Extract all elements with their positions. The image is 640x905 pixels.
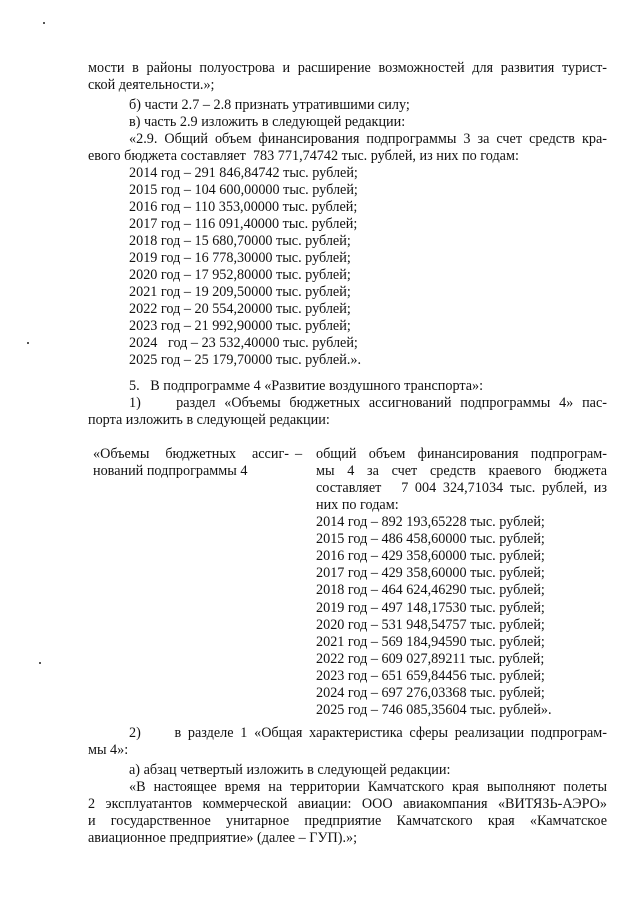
table-left-cell-line: нований подпрограммы 4 bbox=[93, 463, 248, 479]
text-line: 5. В подпрограмме 4 «Развитие воздушного транспорта»: bbox=[129, 378, 484, 394]
text-line: в) часть 2.9 изложить в следующей редакции: bbox=[129, 114, 406, 130]
subprogram4-year-line: 2024 год – 697 276,03368 тыс. рублей; bbox=[316, 685, 545, 701]
text-line: порта изложить в следующей редакции: bbox=[88, 412, 330, 428]
scan-speck bbox=[43, 22, 45, 24]
subprogram4-year-line: 2025 год – 746 085,35604 тыс. рублей». bbox=[316, 702, 552, 719]
subprogram4-year-line: 2017 год – 429 358,60000 тыс. рублей; bbox=[316, 565, 545, 582]
subprogram4-year-line: 2021 год – 569 184,94590 тыс. рублей; bbox=[316, 633, 545, 650]
text-line: авиационное предприятие» (далее – ГУП).»; bbox=[88, 830, 358, 846]
scan-speck bbox=[39, 662, 41, 664]
subprogram3-year-line: 2019 год – 16 778,30000 тыс. рублей; bbox=[129, 250, 351, 266]
subprogram3-year-line: 2017 год – 116 091,40000 тыс. рублей; bbox=[129, 216, 358, 232]
subprogram4-year-line: 2015 год – 486 458,60000 тыс. рублей; bbox=[316, 531, 545, 548]
subprogram4-year-line: 2014 год – 892 193,65228 тыс. рублей; bbox=[316, 514, 545, 530]
table-right-cell-line: общий объем финансирования подпрограм- bbox=[316, 446, 607, 462]
text-line: и государственное унитарное предприятие Камчатского края «Камчатское bbox=[88, 813, 607, 829]
subprogram3-year-line: 2020 год – 17 952,80000 тыс. рублей; bbox=[129, 267, 351, 283]
subprogram3-year-line: 2014 год – 291 846,84742 тыс. рублей; bbox=[129, 165, 358, 181]
subprogram3-year-line: 2015 год – 104 600,00000 тыс. рублей; bbox=[129, 182, 358, 198]
table-right-cell-line: мы 4 за счет средств краевого бюджета bbox=[316, 463, 607, 479]
text-line: мы 4»: bbox=[88, 742, 129, 758]
subprogram3-year-line: 2024 год – 23 532,40000 тыс. рублей; bbox=[129, 335, 358, 351]
table-right-cell-line: них по годам: bbox=[316, 497, 399, 513]
subprogram3-year-line: 2016 год – 110 353,00000 тыс. рублей; bbox=[129, 199, 358, 215]
subprogram3-year-line: 2023 год – 21 992,90000 тыс. рублей; bbox=[129, 318, 351, 334]
scan-speck bbox=[27, 342, 29, 344]
text-line: евого бюджета составляет 783 771,74742 тыс. рублей, из них по годам: bbox=[88, 148, 519, 164]
text-line: «В настоящее время на территории Камчатского края выполняют полеты bbox=[129, 779, 607, 795]
subprogram4-year-line: 2020 год – 531 948,54757 тыс. рублей; bbox=[316, 616, 545, 633]
subprogram3-year-line: 2018 год – 15 680,70000 тыс. рублей; bbox=[129, 233, 351, 249]
subprogram4-year-line: 2022 год – 609 027,89211 тыс. рублей; bbox=[316, 650, 545, 667]
table-dash: – bbox=[295, 446, 303, 462]
subprogram4-year-line: 2019 год – 497 148,17530 тыс. рублей; bbox=[316, 599, 545, 616]
text-line: 1) раздел «Объемы бюджетных ассигнований подпрограммы 4» пас- bbox=[129, 395, 607, 411]
subprogram4-year-line: 2016 год – 429 358,60000 тыс. рублей; bbox=[316, 548, 545, 565]
subprogram4-year-line: 2018 год – 464 624,46290 тыс. рублей; bbox=[316, 582, 545, 599]
table-right-cell-line: составляет 7 004 324,71034 тыс. рублей, из bbox=[316, 480, 607, 496]
text-line: а) абзац четвертый изложить в следующей редакции: bbox=[129, 762, 451, 778]
subprogram4-year-line: 2023 год – 651 659,84456 тыс. рублей; bbox=[316, 667, 545, 684]
table-left-cell-line: «Объемы бюджетных ассиг- bbox=[93, 446, 289, 462]
text-line: мости в районы полуострова и расширение возможностей для развития турист- bbox=[88, 60, 607, 76]
subprogram3-year-line: 2021 год – 19 209,50000 тыс. рублей; bbox=[129, 284, 351, 300]
text-line: б) части 2.7 – 2.8 признать утратившими силу; bbox=[129, 97, 410, 113]
subprogram3-year-line: 2022 год – 20 554,20000 тыс. рублей; bbox=[129, 301, 351, 317]
text-line: «2.9. Общий объем финансирования подпрограммы 3 за счет средств кра- bbox=[129, 131, 607, 147]
text-line: 2 эксплуатантов коммерческой авиации: ООО авиакомпания «ВИТЯЗЬ-АЭРО» bbox=[88, 796, 607, 812]
subprogram3-year-line: 2025 год – 25 179,70000 тыс. рублей.». bbox=[129, 352, 362, 368]
text-line: ской деятельности.»; bbox=[88, 77, 215, 93]
text-line: 2) в разделе 1 «Общая характеристика сферы реализации подпрограм- bbox=[129, 725, 607, 741]
